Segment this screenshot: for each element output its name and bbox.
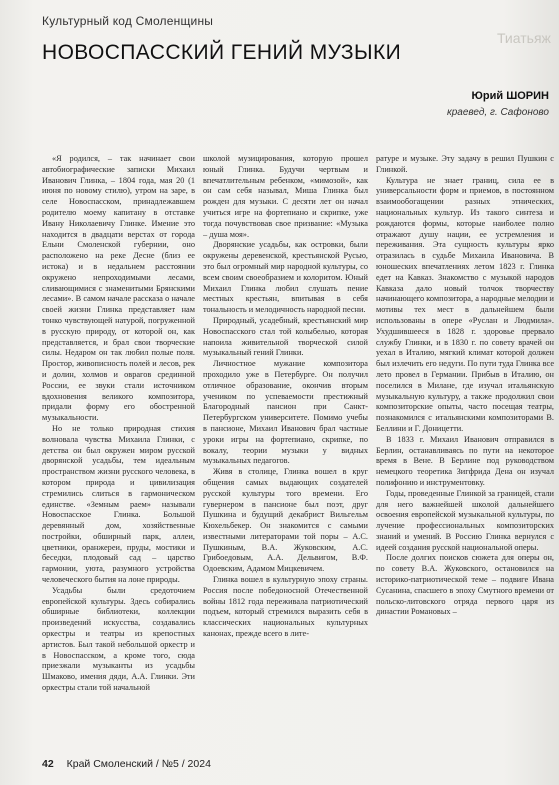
- text-column-1: [42, 154, 195, 744]
- author-name: Юрий ШОРИН: [471, 90, 549, 102]
- paragraph: В 1833 г. Михаил Иванович отправился в Берлин, останавливаясь по пути на некоторое время в Вене. В Берлине под руководством немецкого теоретика Зигфрида Дена он изучал полифонию и инструментовку.: [376, 434, 554, 487]
- paragraph: Дворянские усадьбы, как островки, были окружены деревенской, крестьянской Русью, это был огромный мир народной культуры, со всем своим своеобразием и колоритом. Юный Михаил Глинка любил слушать пение местных крестьян, впитывая в себя тональность и мелодичность народной песни.: [203, 240, 368, 315]
- paragraph: Годы, проведенные Глинкой за границей, стали для него важнейшей школой дальнейшего освоения европейской музыкальной культуры, по лучение профессиональных композиторских знаний и умений. В Россию Глинка вернулся с идеей создания русской национальной оперы.: [376, 488, 554, 552]
- paragraph: Живя в столице, Глинка вошел в круг общения самых выдающих создателей русской культуры того времени. Его гувернером в пансионе был поэт, друг Пушкина и будущий декабрист Вильгельм Кюхельбекер. Он знакомится с самыми известными литераторами той поры – А.С. Пушкиным, В.А. Жуковским, А.С. Грибоедовым, А.А. Дельвигом, В.Ф. Одоевским, Адамом Мицкевичем.: [203, 467, 368, 574]
- author-position: краевед, г. Сафоново: [447, 107, 549, 118]
- page-footer: [42, 758, 211, 770]
- show-through-text: Тиатьяж: [497, 30, 551, 46]
- paragraph: Но не только природная стихия волновала чувства Михаила Глинки, с детства он был окружен миром русской дворянской усадьбы, тем идеальным пространством жизни русского человека, в котором природа и цивилизация стремились слиться в гармоническом единстве. «Земным раем» называли Новоспасское Глинка. Большой деревянный дом, хозяйственные постройки, обширный парк, аллеи, цветники, оранжереи, пруды, мостики и беседки, плодовый сад – царство гармонии, уюта, разумного устройства человеческого бытия на лоне природы.: [42, 423, 195, 585]
- paragraph: «Я родился, – так начинает свои автобиографические записки Михаил Иванович Глинка, – 1804 года, мая 20 (1 июня по новому стилю), утром на заре, в селе Новоспасском, принадлежавшем родителю моему капитану в отставке Ивану Николаевичу Глинке. Имение это находится в двадцати верстах от города Ельни Смоленской губернии, оно расположено на реке Десне (близ ее истока) и в недальнем расстоянии окружено непроходимыми лесами, сливающимися с знаменитыми Брянскими лесами». В самом начале рассказа о начале своей жизни Глинка представляет нам тонко чувствующей натурой, погруженной в русскую природу, от которой он, как представляется, и брал свои творческие силы. Недаром он так любил полые поля. Простор, живописность полей и лесов, рек и долин, холмов и оврагов срединной России, ее звуки стали источником вдохновения великого композитора, придали форму его обостренной музыкальности.: [42, 154, 195, 423]
- paragraph: Усадьбы были средоточием европейской культуры. Здесь собирались обширные библиотеки, коллекции произведений искусства, создавались оркестры и театры из крепостных артистов. Был такой небольшой оркестр и в Новоспасском, а кроме того, сюда приезжали музыканты из усадьбы Шмаково, имения дяди, А.А. Глинки. Эти оркестры стали той начальной: [42, 585, 195, 693]
- rubric-label: Культурный код Смоленщины: [42, 14, 214, 28]
- paragraph: Глинка вошел в культурную эпоху страны. Россия после победоносной Отечественной войны 1812 года переживала патриотический подъем, который стремился выразить себя в классических национальных культурных канонах, прежде всего в лите-: [203, 575, 368, 639]
- paragraph: Природный, усадебный, крестьянский мир Новоспасского стал той колыбелью, которая напоила живительной творческой силой музыкальный гений Глинки.: [203, 315, 368, 358]
- paragraph: Культура не знает границ, сила ее в универсальности форм и приемов, в постоянном взаимообогащении разных этнических, национальных культур. Из такого синтеза и рождаются формы, которые наиболее полно отражают душу нации, ее устремления и переживания. Эта сущность культуры ярко отразилась в судьбе Михаила Ивановича. В юношеских впечатлениях летом 1823 г. Глинка едет на Кавказ. Знакомство с музыкой народов Кавказа дало новый толчок творчеству начинающего композитора, а народные мелодии и мотивы тех мест в дальнейшем были использованы в опере «Руслан и Людмила». Ухудшившееся в 1828 г. здоровье прервало службу Глинки, и в 1830 г. по совету врачей он уехал в Италию, мягкий климат которой должен был излечить его недуги. По пути туда Глинка все лето провел в Германии. Прибыв в Италию, он поселился в Милане, где изучал итальянскую музыкальную культуру, а также продолжил свои композиторские опыты, часто посещая театры, познакомился с итальянскими композиторами В. Беллини и Г. Доницетти.: [376, 175, 554, 433]
- article-title: НОВОСПАССКИЙ ГЕНИЙ МУЗЫКИ: [42, 41, 402, 64]
- text-column-3: [376, 154, 554, 744]
- page-number: 42: [42, 758, 54, 770]
- text-column-2: [203, 154, 368, 744]
- paragraph: После долгих поисков сюжета для оперы он, по совету В.А. Жуковского, остановился на историко-патриотической теме – подвиге Ивана Сусанина, спасшего в эпоху Смутного времени от польско-литовского отряда первого царя из династии Романовых –: [376, 553, 554, 617]
- paragraph: ратуре и музыке. Эту задачу в решил Пушкин с Глинкой.: [376, 154, 554, 174]
- paragraph: школой музицирования, которую прошел юный Глинка. Будучи чертвым и впечатлительным ребенком, «мимозой», как он сам себя называл, Миша Глинка был рожден для музыки. С десяти лет он начал учиться игре на фортепиано и скрипке, уже тогда почувствовав свое призвание: «Музыка – душа моя».: [203, 154, 368, 239]
- paragraph: Личностное мужание композитора проходило уже в Петербурге. Он получил отличное образование, окончив вторым учеником по успеваемости престижный Благородный пансион при Санкт-Петербургском университете. Помимо учебы в пансионе, Михаил Иванович брал частные уроки игры на фортепиано, скрипке, по вокалу, теории музыки у видных музыкальных педагогов.: [203, 359, 368, 466]
- author-block: [447, 90, 549, 118]
- magazine-issue: Край Смоленский / №5 / 2024: [66, 758, 211, 770]
